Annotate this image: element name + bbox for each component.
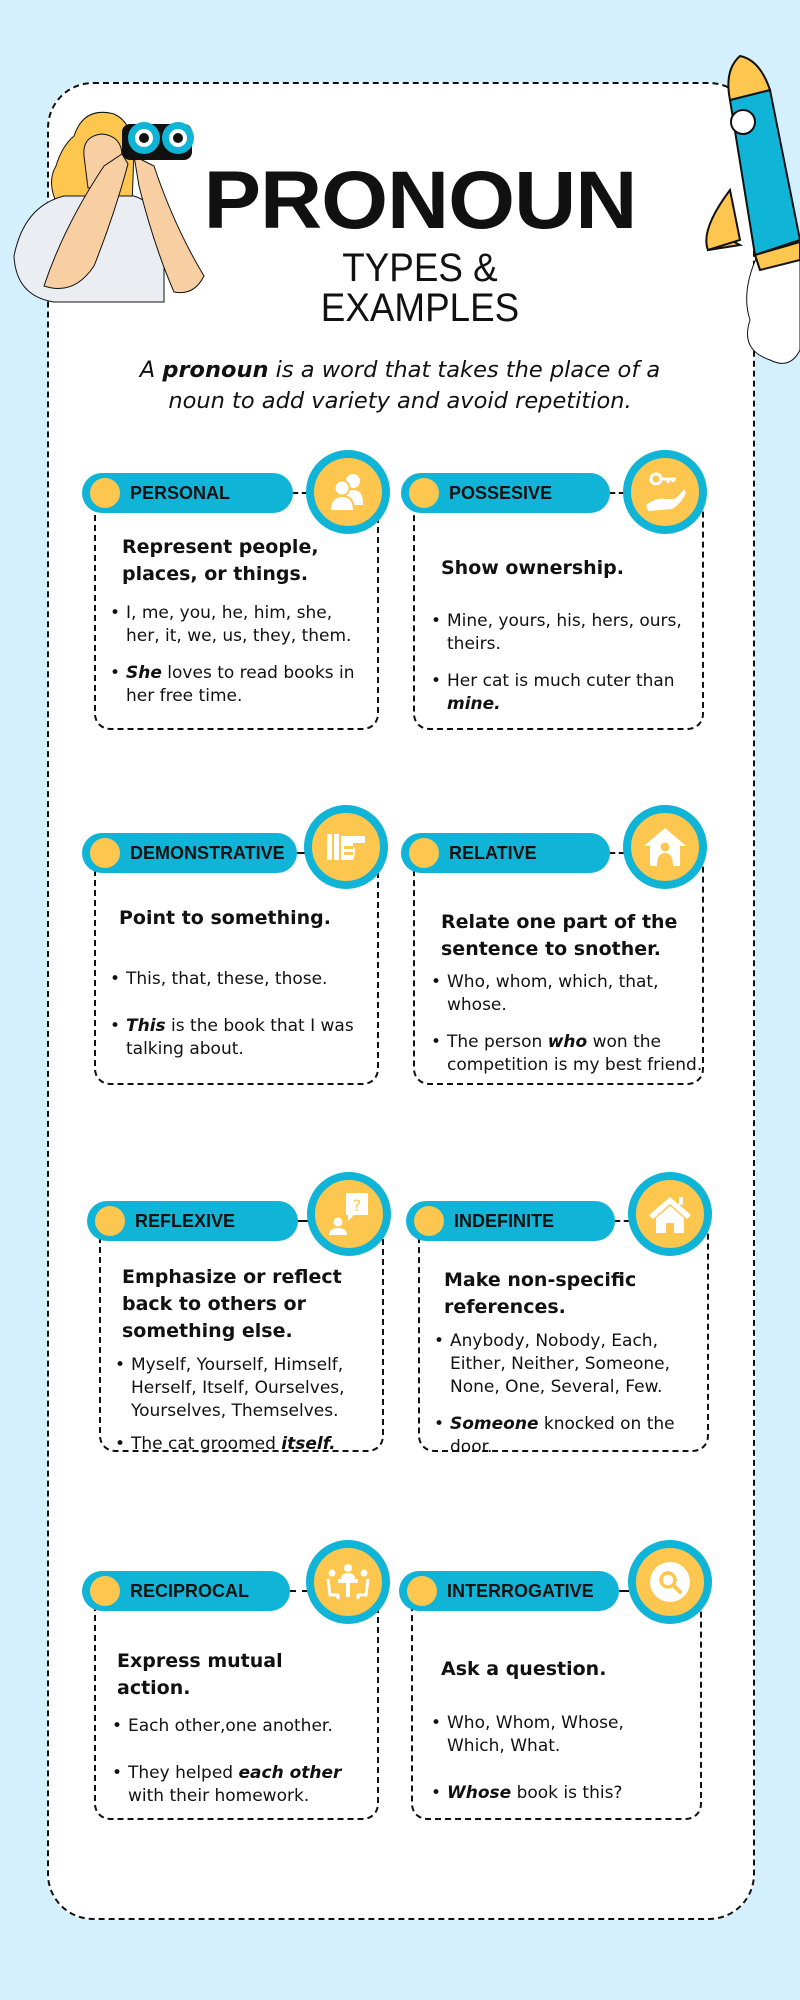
card-label: RECIPROCAL <box>130 1580 250 1601</box>
intro-definition <box>120 355 680 417</box>
pill-indefinite <box>406 1201 615 1241</box>
pronoun-list: • Each other,one another. <box>112 1715 374 1738</box>
card-label: RELATIVE <box>449 842 537 863</box>
card-heading: Show ownership. <box>441 557 624 579</box>
card-label: PERSONAL <box>130 482 231 503</box>
yellow-dot-icon <box>95 1206 125 1236</box>
example-sentence: • The cat groomed itself. <box>115 1433 375 1456</box>
pill-reciprocal <box>82 1571 290 1611</box>
magnifier-icon <box>628 1540 712 1624</box>
card-indefinite <box>406 1172 736 1502</box>
card-personal <box>82 450 412 780</box>
card-label: DEMONSTRATIVE <box>130 842 285 863</box>
people-icon <box>306 450 390 534</box>
card-demonstrative <box>82 805 412 1135</box>
card-bullets <box>110 968 372 1075</box>
card-possesive <box>401 450 731 780</box>
person-question-icon <box>307 1172 391 1256</box>
example-sentence: • The person who won the competition is my best friend. <box>431 1031 721 1077</box>
card-label: INTERROGATIVE <box>447 1580 594 1601</box>
pronoun-list: • Mine, yours, his, hers, ours, theirs. <box>431 610 691 656</box>
pill-relative <box>401 833 610 873</box>
card-bullets <box>431 610 691 730</box>
pronoun-list: • I, me, you, he, him, she, her, it, we, us, they, them. <box>110 602 370 648</box>
yellow-dot-icon <box>90 838 120 868</box>
example-sentence: • Someone knocked on the door. <box>434 1413 704 1459</box>
house-person-icon <box>623 805 707 889</box>
card-reciprocal <box>82 1540 412 1870</box>
intro-suffix: is a word that takes the place of a noun to add variety and avoid repetition. <box>168 357 661 414</box>
card-heading: Express mutual action. <box>117 1650 283 1699</box>
yellow-dot-icon <box>90 478 120 508</box>
page-title: PRONOUN <box>203 155 637 246</box>
card-bullets <box>115 1354 375 1470</box>
pronoun-list: • Who, whom, which, that, whose. <box>431 971 721 1017</box>
card-bullets <box>431 971 721 1091</box>
pill-demonstrative <box>82 833 297 873</box>
pronoun-list: • This, that, these, those. <box>110 968 372 991</box>
pill-possesive <box>401 473 610 513</box>
pill-reflexive <box>87 1201 298 1241</box>
house-icon <box>628 1172 712 1256</box>
card-relative <box>401 805 731 1135</box>
yellow-dot-icon <box>414 1206 444 1236</box>
card-heading: Make non-specific references. <box>444 1269 637 1318</box>
svg-text:?: ? <box>352 1196 362 1215</box>
pill-personal <box>82 473 293 513</box>
example-sentence: • Her cat is much cuter than mine. <box>431 670 691 716</box>
meeting-table-icon <box>306 1540 390 1624</box>
pill-interrogative <box>399 1571 619 1611</box>
pronoun-list: • Who, Whom, Whose, Which, What. <box>431 1712 681 1758</box>
card-heading: Ask a question. <box>441 1658 607 1680</box>
card-heading: Emphasize or reflect back to others or something else. <box>122 1266 342 1342</box>
person-with-binoculars-illustration <box>4 96 214 306</box>
card-bullets <box>431 1712 681 1819</box>
intro-prefix: A <box>139 357 163 383</box>
card-heading: Point to something. <box>119 907 331 929</box>
yellow-dot-icon <box>409 838 439 868</box>
example-sentence: • She loves to read books in her free time. <box>110 662 370 708</box>
rocket-illustration <box>700 50 800 370</box>
example-sentence: • Whose book is this? <box>431 1782 681 1805</box>
pronoun-list: • Myself, Yourself, Himself, Herself, Itself, Ourselves, Yourselves, Themselves. <box>115 1354 375 1423</box>
intro-keyword: pronoun <box>162 357 269 383</box>
card-interrogative <box>399 1540 729 1870</box>
key-in-hand-icon <box>623 450 707 534</box>
pronoun-list: • Anybody, Nobody, Each, Either, Neither, Someone, None, One, Several, Few. <box>434 1330 704 1399</box>
card-label: INDEFINITE <box>454 1210 555 1231</box>
yellow-dot-icon <box>409 478 439 508</box>
card-reflexive <box>87 1172 417 1502</box>
page-subtitle: TYPES & EXAMPLES <box>320 246 520 330</box>
card-bullets <box>434 1330 704 1473</box>
card-bullets <box>112 1715 374 1822</box>
card-label: POSSESIVE <box>449 482 553 503</box>
yellow-dot-icon <box>90 1576 120 1606</box>
card-bullets <box>110 602 370 722</box>
card-label: REFLEXIVE <box>135 1210 236 1231</box>
pointing-hand-icon <box>304 805 388 889</box>
example-sentence: • This is the book that I was talking about. <box>110 1015 372 1061</box>
yellow-dot-icon <box>407 1576 437 1606</box>
card-heading: Represent people, places, or things. <box>122 536 319 585</box>
card-heading: Relate one part of the sentence to snother. <box>441 911 678 960</box>
example-sentence: • They helped each other with their homework. <box>112 1762 374 1808</box>
